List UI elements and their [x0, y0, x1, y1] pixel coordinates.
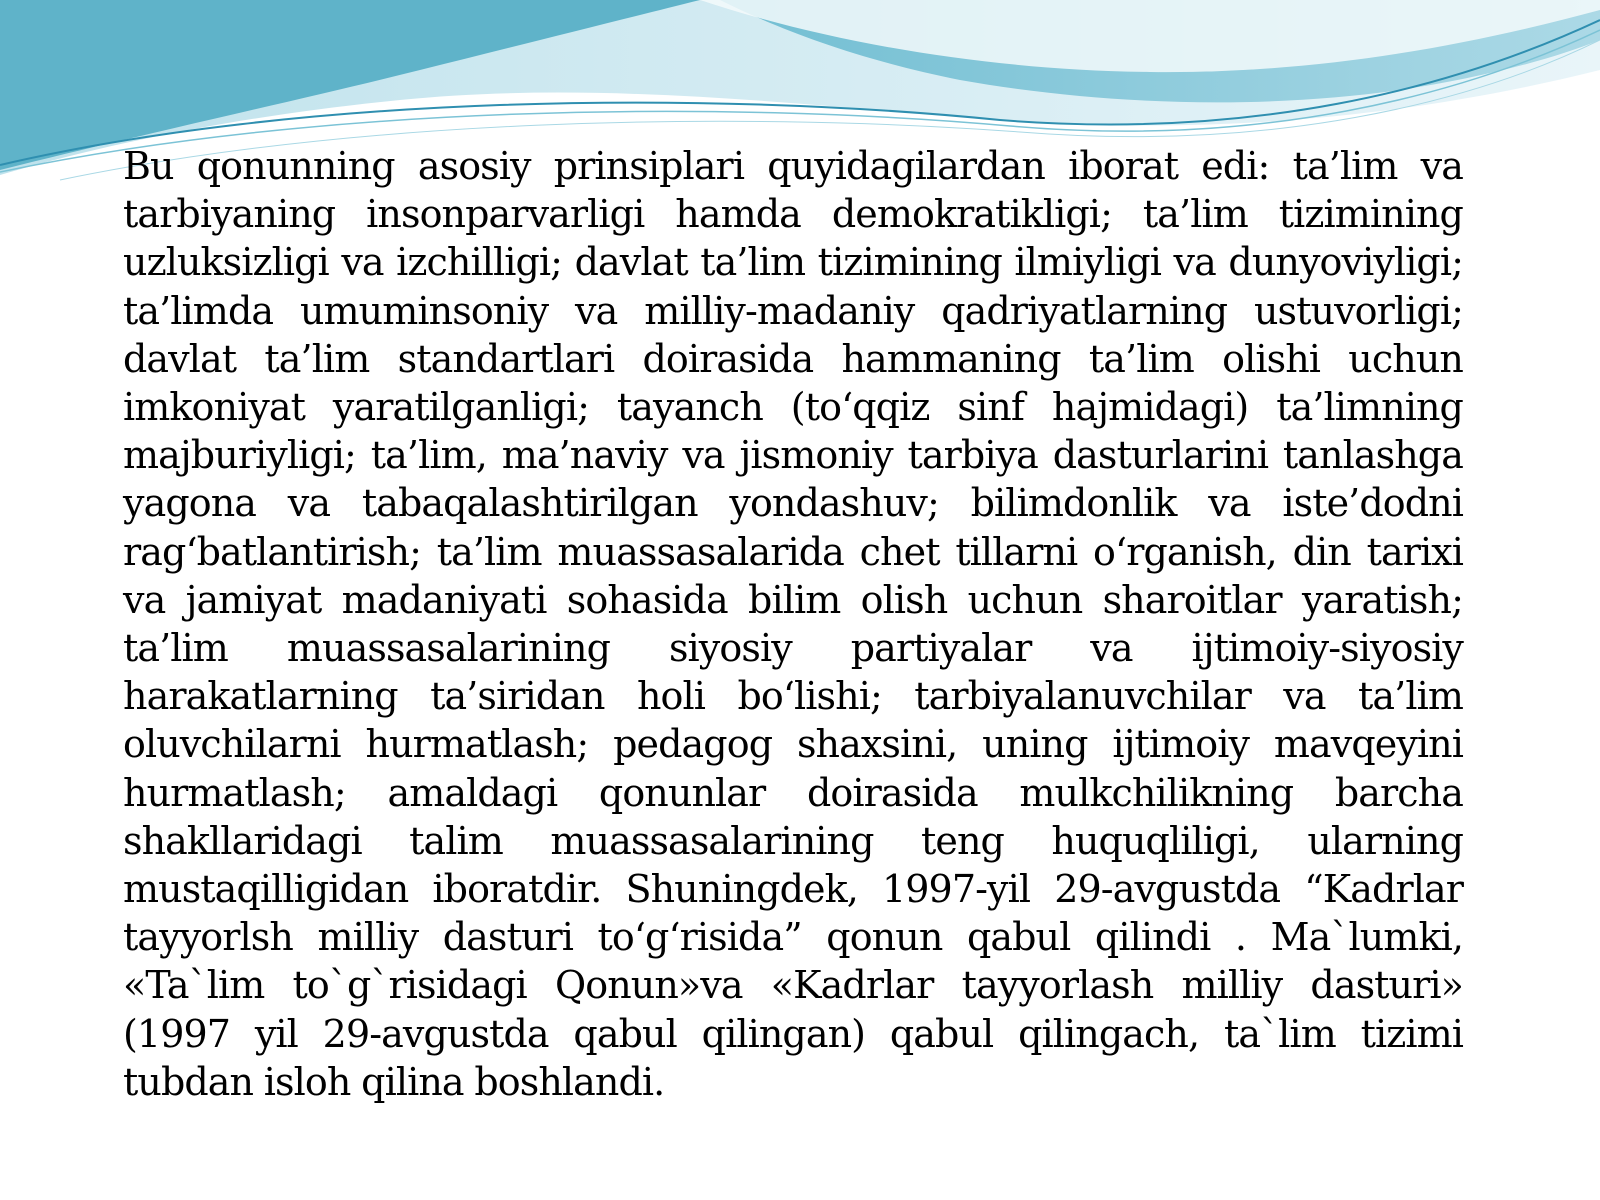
body-paragraph: Bu qonunning asosiy prinsiplari quyidagilardan iborat edi: ta’lim va tarbiyaning insonparvarligi hamda demokratikligi; ta’lim tizimining uzluksizligi va izchilligi; davlat ta’lim tizimining ilmiyligi va dunyoviyligi; ta’limda umuminsoniy va milliy-madaniy qadriyatlarning ustuvorligi; davlat ta’lim standartlari doirasida hammaning ta’lim olishi uchun imkoniyat yaratilganligi; tayanch (to‘qqiz sinf hajmidagi) ta’limning majburiyligi; ta’lim, ma’naviy va jismoniy tarbiya dasturlarini tanlashga yagona va tabaqalashtirilgan yondashuv; bilimdonlik va iste’dodni rag‘batlantirish; ta’lim muassasalarida chet tillarni o‘rganish, din tarixi va jamiyat madaniyati sohasida bilim olish uchun sharoitlar yaratish; ta’lim muassasalarining siyosiy partiyalar va ijtimoiy-siyosiy harakatlarning ta’siridan holi bo‘lishi; tarbiyalanuvchilar va ta’lim oluvchilarni hurmatlash; pedagog shaxsini, uning ijtimoiy mavqeyini hurmatlash; amaldagi qonunlar doirasida mulkchilikning barcha shakllaridagi talim muassasalarining teng huquqliligi, ularning mustaqilligidan iboratdir. Shuningdek, 1997-yil 29-avgustda “Kadrlar tayyorlsh milliy dasturi to‘g‘risida” qonun qabul qilindi . Ma`lumki, «Ta`lim to`g`risidagi Qonun»va «Kadrlar tayyorlash milliy dasturi» (1997 yil 29-avgustda qabul qilingan) qabul qilingach, ta`lim tizimi tubdan isloh qilina boshlandi.: [123, 144, 1463, 1104]
